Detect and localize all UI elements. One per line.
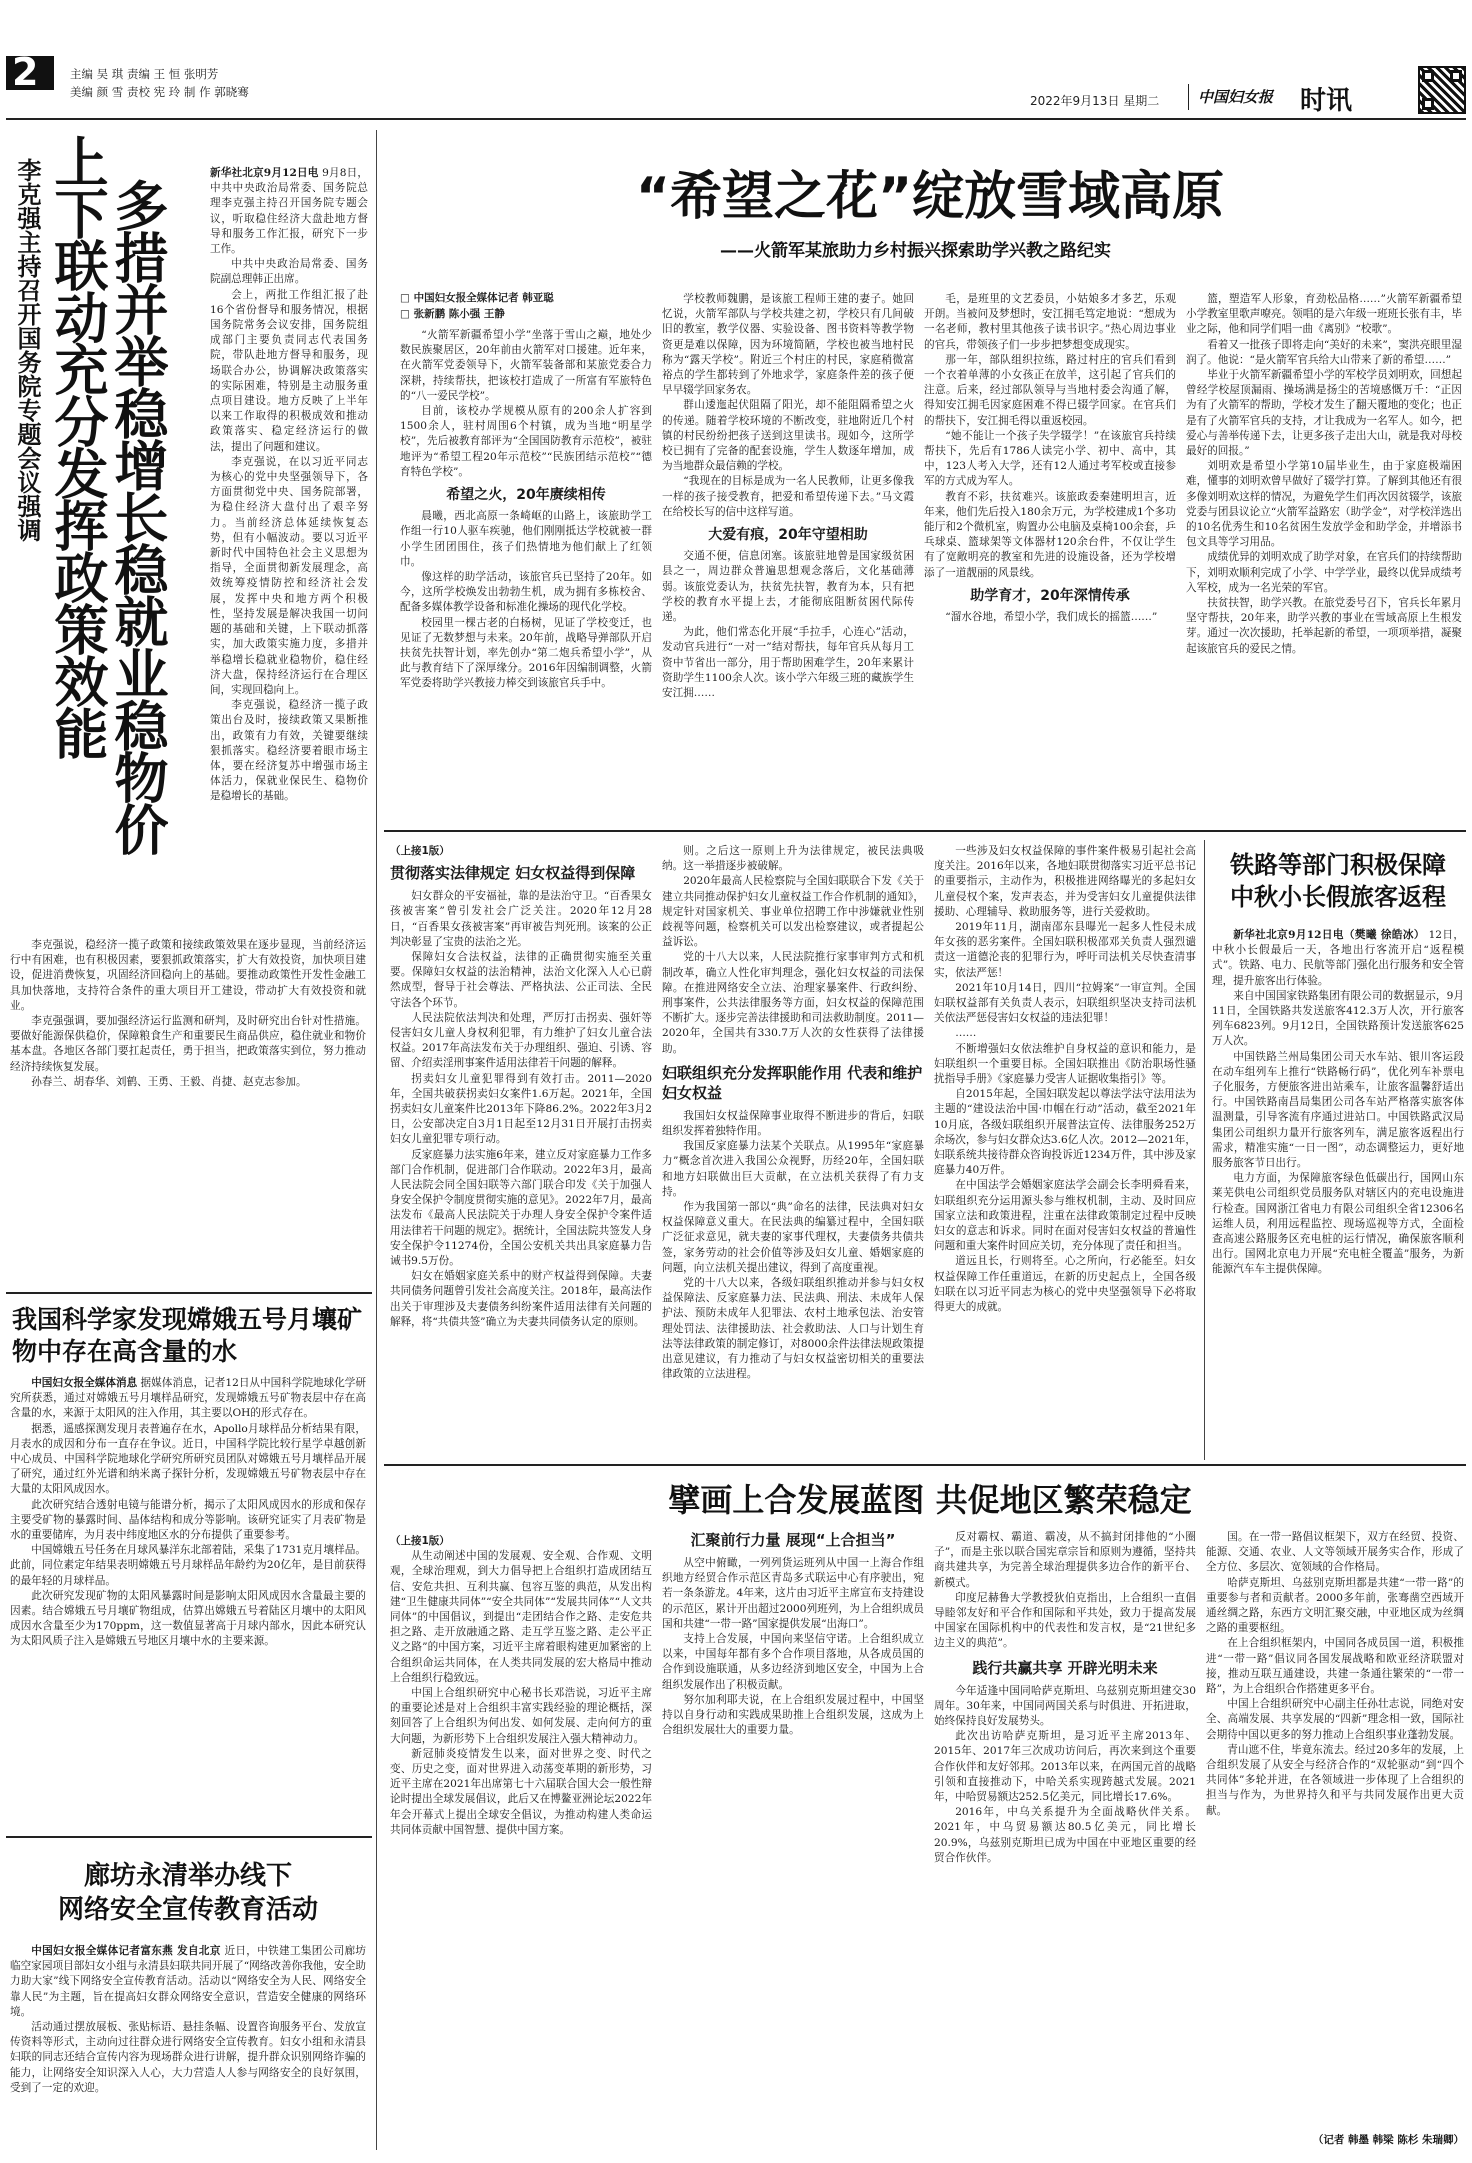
hope-subhead-2: 大爱有痕，20年守望相助 <box>708 527 868 544</box>
moon-para-1: 据媒体消息，记者12日从中国科学院地球化学研究所获悉，通过对嫦娥五号月壤样品研究，发现嫦娥五号矿物表层中存在高含量的水，来源于太阳风的注入作用，其主要以OH的形式存在。 <box>10 1377 366 1420</box>
hope-c4-para-2: 看着又一批孩子即将走向“美好的未来”，窦洪亮眼里湿润了。他说：“是火箭军官兵给大山带来了新的希望……” <box>1186 338 1462 366</box>
sco-c4-para-1: 国。在一带一路倡议框架下，双方在经贸、投资、能源、交通、农业、人文等领域开展务实合作，形成了全方位、多层次、宽领域的合作格局。 <box>1206 1531 1464 1574</box>
rights-c1-para-3: 人民法院依法判决和处理，严厉打击拐卖、强奸等侵害妇女儿童人身权利犯罪，有力维护了妇女儿童合法权益。2017年高法发布关于办理组织、强迫、引诱、容留、介绍卖淫刑事案件适用法律若干问题的解释。 <box>390 1011 652 1070</box>
hope-c4-para-6: 扶贫扶智，助学兴教。在旅党委号召下，官兵长年累月坚守帮扶，20年来，助学兴教的事业在雪域高原上生根发芽。通过一次次援助，托举起新的希望，一项项举措，凝聚起该旅官兵的爱民之情。 <box>1186 597 1462 655</box>
sco-subhead-1: 汇聚前行力量 展现“上合担当” <box>690 1531 896 1549</box>
hope-c2-para-3: “我现在的目标是成为一名人民教师，让更多像我一样的孩子接受教育，把爱和希望传递下去。”马文霞在给校长写的信中这样写道。 <box>662 475 914 518</box>
sco-c2-para-3: 努尔加利耶夫说，在上合组织发展过程中，中国坚持以自身行动和实践成果助推上合组织发展，这成为上合组织发展壮大的重要力量。 <box>662 1693 924 1737</box>
li-para-7: 李克强强调，要加强经济运行监测和研判，及时研究出台针对性措施。要做好能源保供稳价，保障粮食生产和重要民生商品供应，稳住就业和物价基本盘。各地区各部门要扛起责任，勇于担当，把政策落实到位，努力推动经济持续恢复发展。 <box>10 1015 366 1073</box>
rights-column-2 <box>662 844 924 1454</box>
page-number: 2 <box>12 50 39 94</box>
qr-code <box>1418 66 1466 114</box>
sco-column-1 <box>390 1534 652 2154</box>
rail-column-divider <box>1204 840 1205 1460</box>
hope-c4-para-4: 刘明欢是希望小学第10届毕业生，由于家庭极端困难，懂事的刘明欢曾早做好了辍学打算。了解到其他还有很多像刘明欢这样的情况，为避免学生们再次因贫辍学，该旅党委与团县议论立“火箭军益路宏（助学金”，对学校洋选出的10名优秀生和10名贫困生发放学金和助学金，并增添书包文具等学习用品。 <box>1186 460 1462 549</box>
rights-c2-para-7: 党的十八大以来，各级妇联组织推动并参与妇女权益保障法、反家庭暴力法、民法典、刑法、未成年人保护法、预防未成年人犯罪法、农村土地承包法、治安管理处罚法、法律援助法、社会救助法、人口与计划生育法等法律政策的制定修订，对8000余件法律法规政策提出意见建议，有力推动了与妇女权益密切相关的重要法律政策的立法进程。 <box>662 1277 924 1381</box>
li-article-body-bottom <box>10 938 366 1278</box>
hope-c1-para-1: “火箭军新疆希望小学”坐落于雪山之巅，地处少数民族聚居区，20年前由火箭军对口援建。近年来，在火箭军党委领导下，火箭军装备部和某旅党委合力深耕，持续帮扶，把该校打造成了一所富有军旅特色的“八一爱民学校”。 <box>400 329 652 402</box>
hope-column-1 <box>400 328 652 818</box>
sco-c3-para-1: 反对霸权、霸道、霸凌，从不搞封闭排他的“小圈子”，而是主张以联合国宪章宗旨和原则为遵循，坚持共商共建共享，为完善全球治理提供多边合作的新平台、新模式。 <box>934 1531 1196 1589</box>
hope-byline-1: □ 中国妇女报全媒体记者 韩亚聪 <box>400 292 554 304</box>
sco-c4-para-2: 哈萨克斯坦、乌兹别克斯坦都是共建“一带一路”的重要参与者和贡献者。2000多年前，张骞凿空西域开通丝绸之路，东西方文明汇聚交融，中亚地区成为丝绸之路的重要枢纽。 <box>1206 1576 1464 1635</box>
sco-column-3 <box>934 1530 1196 2154</box>
rights-column-1 <box>390 844 652 1454</box>
editors-line-2: 美编 颜 雪 责校 宪 玲 制 作 郭晓骞 <box>70 85 249 99</box>
hope-c2-para-1: 学校教师魏鹏，是该旅工程师王建的妻子。她回忆说，火箭军部队与学校共建之初，学校只有几间破旧的教室，教学仪器、实验设备、图书资料等教学物资更是难以保障，因为环境简陋，学校也被当地村民称为“露天学校”。附近三个村庄的村民，家庭稍微富裕点的学生都转到了外地求学，家庭条件差的孩子便早早辍学回家务农。 <box>662 293 914 397</box>
rights-c1-para-4: 拐卖妇女儿童犯罪得到有效打击。2011—2020年，全国共破获拐卖妇女案件1.6万起。2021年，全国拐卖妇女儿童案件比2013年下降86.2%。2022年3月2日，公安部决定自3月1日起至12月31日开展打击拐卖妇女儿童犯罪专项行动。 <box>390 1072 652 1146</box>
li-article-body-column1 <box>210 166 368 928</box>
rail-para-4: 电力方面，为保障旅客绿色低碳出行，国网山东莱芜供电公司组织党员服务队对辖区内的充电设施进行检查。国网浙江省电力有限公司组织全省12306名运维人员，利用远程监控、现场巡视等方式，全面检查高速公路服务区充电桩的运行情况，确保旅客顺利出行。国网北京电力开展“充电桩全覆盖”服务，为新能源汽车车主提供保障。 <box>1212 1172 1464 1276</box>
langfang-article-body <box>10 1944 366 2154</box>
rights-c2-para-2: 2020年最高人民检察院与全国妇联联合下发《关于建立共同推动保护妇女儿童权益工作合作机制的通知》，规定针对国家机关、事业单位招聘工作中涉嫌就业性别歧视等问题，检察机关可以发出检察建议，或者提起公益诉讼。 <box>662 875 924 949</box>
rights-subhead-2: 妇联组织充分发挥职能作用 代表和维护妇女权益 <box>662 1063 923 1102</box>
sco-c1-para-3: 新冠肺炎疫情发生以来，面对世界之变、时代之变、历史之变，面对世界进入动荡变革期的新形势，习近平主席在2021年出席第七十六届联合国大会一般性辩论时提出全球发展倡议，此后又在博鳌亚洲论坛2022年年会开幕式上提出全球安全倡议，为推动构建人类命运共同体贡献中国智慧、提供中国方案。 <box>390 1747 652 1836</box>
rights-c3-para-4: …… <box>955 1027 977 1040</box>
li-headline-second: 上下联动充分发挥政策效能 <box>46 134 109 758</box>
rail-para-1: 12日，中秋小长假最后一天，各地出行客流开启“返程模式”。铁路、电力、民航等部门强化出行服务和安全管理，提升旅客出行体验。 <box>1212 929 1464 987</box>
rights-c2-para-3: 党的十八大以来，人民法院推行家事审判方式和机制改革，确立人性化审判理念，强化妇女权益的司法保障。在推进网络安全立法、治理家暴案件、行政纠纷、刑事案件，公共法律服务等方面，妇女权益的保障范围不断扩大。逐步完善法律援助和司法救助制度。2011—2020年，全国共有330.7万人次的女性获得了法律援助。 <box>662 951 924 1055</box>
hope-c2-para-2: 群山逶迤起伏阻隔了阳光，却不能阻隔希望之火的传递。随着学校环境的不断改变，驻地附近几个村镇的村民纷纷把孩子送到这里读书。现如今，这所学校已拥有了完备的配套设施，学生人数逐年增加，成为当地群众最信赖的学校。 <box>662 399 914 473</box>
moon-article-body <box>10 1376 366 1820</box>
hope-c3-para-5: “溜水谷地，希望小学，我们成长的摇篮……” <box>945 611 1158 624</box>
hope-c1-para-4: 像这样的助学活动，该旅官兵已坚持了20年。如今，这所学校焕发出勃勃生机，成为拥有多栋校舍、配备多媒体教学设备和标准化操场的现代化学校。 <box>400 571 652 614</box>
rights-c1-para-1: 妇女群众的平安福祉，靠的是法治守卫。“百香果女孩被害案”曾引发社会广泛关注。2020年12月28日，“百香果女孩被害案”再审被告判死刑。该案的公正判决彰显了宝贵的法治之光。 <box>390 890 652 948</box>
sco-c2-para-1: 从空中俯瞰，一列列货运班列从中国一上海合作组织地方经贸合作示范区青岛多式联运中心有序驶出，宛若一条条游龙。4年来，这片由习近平主席宣布支持建设的示范区，累计开出超过2000列班列，为上合组织成员国和共建“一带一路”国家提供发展“出海口”。 <box>662 1557 924 1630</box>
li-para-4: 李克强说，在以习近平同志为核心的党中央坚强领导下，各方面贯彻党中央、国务院部署，为稳住经济大盘付出了艰辛努力。当前经济总体延续恢复态势，但有小幅波动。要以习近平新时代中国特色社会主义思想为指导，全面贯彻新发展理念，高效统筹疫情防控和经济社会发展，发挥中央和地方两个积极性，坚持发展是解决我国一切问题的基础和关键，上下联动抓落实，加大政策实施力度，多措并举稳增长稳就业稳物价，稳住经济大盘，保持经济运行在合理区间，实现回稳向上。 <box>210 455 368 696</box>
hope-byline-2: □ 张新鹏 陈小强 王静 <box>400 308 505 320</box>
hope-c3-para-4: 教育不彩，扶贫难兴。该旅政委秦建明坦言，近年来，他们先后投入180余万元，为学校建成1个多功能厅和2个微机室，购置办公电脑及桌椅100余套，乒乓球桌、篮球架等文体器材120余台件，不仅让学生有了宽敞明亮的教室和先进的设施设备，还为学校增添了一道靓丽的风景线。 <box>924 490 1176 579</box>
li-para-8: 孙春兰、胡春华、刘鹤、王勇、王毅、肖捷、赵克志参加。 <box>31 1075 307 1088</box>
section-name: 时讯 <box>1300 86 1353 116</box>
rail-headline-line2: 中秋小长假旅客返程 <box>1230 883 1446 911</box>
hope-column-2 <box>662 292 914 818</box>
rights-c1-para-2: 保障妇女合法权益，法律的正确贯彻实施至关重要。保障妇女权益的法治精神，法治文化深入人心已蔚然成型，督导于社会尊法、严格执法、公正司法、全民守法各个环节。 <box>390 951 652 1009</box>
sco-c2-para-2: 支持上合发展，中国向来坚信守诺。上合组织成立以来，中国每年都有多个合作项目落地，从各成员国的合作到设施联通，从多边经济到地区安全，中国为上合组织发展作出了积极贡献。 <box>662 1633 924 1691</box>
sco-c4-para-3: 在上合组织框架内，中国同各成员国一道，积极推进“一带一路”倡议同各国发展战略和欧亚经济联盟对接，推动互联互通建设，共建一条通往繁荣的“一带一路”，为上合组织合作搭建更多平台。 <box>1206 1637 1464 1696</box>
sco-c1-para-2: 中国上合组织研究中心秘书长邓浩说，习近平主席的重要论述是对上合组织丰富实践经验的理论概括，深刻回答了上合组织为何出发、如何发展、走向何方的重大问题，为新形势下上合组织发展注入强大精神动力。 <box>390 1687 652 1745</box>
moon-para-4: 中国嫦娥五号任务在月球风暴洋东北部着陆，采集了1731克月壤样品。此前，同位素定年结果表明嫦娥五号月球样品年龄约为20亿年，是目前获得的最年轻的月球样品。 <box>10 1544 366 1587</box>
sco-c3-para-2: 印度尼赫鲁大学教授狄伯克指出，上合组织一直倡导睦邻友好和平合作和国际和平共处，致力于提高发展中国家在国际机构中的代表性和发言权，是“21世纪多边主义的典范”。 <box>934 1591 1196 1650</box>
hope-bottom-rule <box>384 830 1466 832</box>
hope-subtitle: ——火箭军某旅助力乡村振兴探索助学兴教之路纪实 <box>720 241 1111 261</box>
hope-c3-para-1: 毛，是班里的文艺委员，小姑娘多才多艺，乐观开朗。当被问及梦想时，安江拥毛笃定地说：“想成为一名老师，教村里其他孩子读书识字。”热心周边事业的官兵，带领孩子们一步步把梦想变成现实。 <box>924 293 1176 351</box>
rights-c2-para-5: 我国反家庭暴力法某个关联点。从1995年“家庭暴力”概念首次进入我国公众视野，历经20年，全国妇联和地方妇联做出巨大贡献，在立法机关获得了有力支持。 <box>662 1140 924 1198</box>
hope-subhead-3: 助学育才，20年深情传承 <box>970 587 1130 604</box>
rail-dateline: 新华社北京9月12日电（樊曦 徐皓冰） <box>1233 929 1425 941</box>
rail-headline-line1: 铁路等部门积极保障 <box>1230 851 1446 879</box>
hope-c3-para-3: “她不能让一个孩子失学辍学！”在该旅官兵持续帮扶下，先后有1786人读完小学、初中、高中，其中，123人考入大学，还有12人通过考军校或直接参军的方式成为军人。 <box>924 429 1176 488</box>
sco-source: （上接1版） <box>390 1535 450 1547</box>
li-para-1: 9月8日，中共中央政治局常委、国务院总理李克强主持召开国务院专题会议，听取稳住经济大盘赴地方督导和服务工作汇报，研究下一步工作。 <box>210 167 368 256</box>
rights-subhead-1: 贯彻落实法律规定 妇女权益得到保障 <box>390 864 636 883</box>
li-para-6: 李克强说，稳经济一揽子政策和接续政策效果在逐步显现，当前经济运行中有困难，也有积极因素，要狠抓政策落实，扩大有效投资，加快项目建设，促进消费恢复，巩固经济回稳向上的基础。要推动政策性开发性金融工具加快落地，支持符合条件的重大项目开工建设，带动扩大有效投资和就业。 <box>10 939 366 1012</box>
sco-c3-para-4: 此次出访哈萨克斯坦，是习近平主席2013年、2015年、2017年三次成功访问后，再次来到这个重要合作伙伴和友好邻邦。2013年以来，在两国元首的战略引领和直接推动下，中哈关系实现跨越式发展。2021年，中哈贸易额达252.5亿美元，同比增长17.6%。 <box>934 1730 1196 1804</box>
sco-column-4 <box>1206 1530 1464 2124</box>
rights-bottom-rule <box>384 1464 1466 1466</box>
li-kicker: 李克强主持召开国务院专题会议强调 <box>13 158 41 542</box>
langfang-para-1: 近日，中铁建工集团公司廊坊临空家园项目部妇女小组与永清县妇联共同开展了“网络改善你我他，安全助力助大家”线下网络安全宣传教育活动。活动以“网络安全为人民、网络安全靠人民”为主题，旨在提高妇女群众网络安全意识，营造安全健康的网络环境。 <box>10 1945 366 2018</box>
sco-c3-para-5: 2016年，中乌关系提升为全面战略伙伴关系。2021年，中乌贸易额达80.5亿美元，同比增长20.9%，乌兹别克斯坦已成为中国在中亚地区重要的经贸合作伙伴。 <box>934 1806 1196 1864</box>
rights-c3-para-2: 2019年11月，湖南邵东县曝光一起多人性侵未成年女孩的恶劣案件。全国妇联积极邵邓关负责人强烈谴责这一道德沦丧的犯罪行为，呼吁司法机关尽快查清事实，依法严惩！ <box>934 921 1196 979</box>
rail-para-3: 中国铁路兰州局集团公司天水车站、银川客运段在动车组列车上推行“铁路畅行码”，优化列车补票电子化服务，方便旅客进出站乘车，让旅客温馨舒适出行。中国铁路南昌局集团公司各车站严格落实旅客体温测量，引导客流有序通过进站口。中国铁路武汉局集团公司组织力量开行旅客列车，满足旅客返程出行需求，精准实施“一日一图”，动态调整运力，更好地服务旅客节日出行。 <box>1212 1050 1464 1170</box>
li-para-2: 中共中央政治局常委、国务院副总理韩正出席。 <box>210 258 368 286</box>
rights-source: （上接1版） <box>390 845 450 857</box>
sco-c1-para-1: 从生动阐述中国的发展观、安全观、合作观、文明观，全球治理观，到大力倡导把上合组织打造成团结互信、安危共担、互利共赢、包容互鉴的典范，从发出构建“卫生健康共同体”“安全共同体”“发展共同体”“人文共同体”的中国倡议，到提出“走团结合作之路、走安危共担之路、走开放融通之路、走互学互鉴之路、走公平正义之路”的中国方案，习近平主席着眼构建更加紧密的上合组织命运共同体，在人类共同发展的宏大格局中推动上合组织行稳致远。 <box>390 1550 652 1684</box>
sco-c4-para-4: 中国上合组织研究中心副主任孙壮志说，同绝对安全、高端发展、共享发展的“四新”理念相一致，国际社会期待中国以更多的努力推动上合组织事业蓬勃发展。 <box>1206 1698 1464 1741</box>
moon-para-2: 据悉，遥感探测发现月表普遍存在水，Apollo月球样品分析结果有限，月表水的成因和分布一直存在争议。近日，中国科学院比较行星学卓越创新中心成员、中国科学院地球化学研究所研究员团队对嫦娥五号月壤样品开展了研究，通过红外光谱和纳米离子探针分析，发现嫦娥五号矿物表层中存在大量的太阳风成因水。 <box>10 1422 366 1496</box>
hope-c1-para-2: 目前，该校办学规模从原有的200余人扩容到1500余人，驻村周围6个村镇，成为当地“明星学校”，先后被教育部评为“全国国防教育示范校”，被驻地评为“希望工程20年示范校”“民族团结示范校”“德育特色学校”。 <box>400 405 652 478</box>
moon-dateline: 中国妇女报全媒体消息 <box>31 1377 138 1389</box>
hope-c2-para-5: 为此，他们常态化开展“手拉手，心连心”活动，发动官兵进行“一对一”结对帮扶，每年官兵从每月工资中节省出一部分，用于帮助困难学生，20年来累计资助学生1100余人次。该小学六年级三班的藏族学生安江拥…… <box>662 626 914 700</box>
rights-c3-para-8: 道远且长，行则将至。心之所向，行必能至。妇女权益保障工作任重道远，在新的历史起点上，全国各级妇联在以习近平同志为核心的党中央坚强领导下必将取得更大的成就。 <box>934 1255 1196 1314</box>
moon-headline: 我国科学家发现嫦娥五号月壤矿物中存在高含量的水 <box>12 1305 363 1366</box>
hope-c4-para-1: 篮，塑造军人形象，育劲松品格……”火箭军新疆希望小学教室里歌声嘹亮。领唱的是六年级一班班长张有丰，毕业之际，他和同学们唱一曲《离别》“校歌”。 <box>1186 293 1462 336</box>
sco-headline: 擘画上合发展蓝图 共促地区繁荣稳定 <box>668 1481 1192 1519</box>
hope-c4-para-5: 成绩优异的刘明欢成了助学对象，在官兵们的持续帮助下，刘明欢顺利完成了小学、中学学业，最终以优异成绩考入军校，成为一名光荣的军官。 <box>1186 551 1462 594</box>
hope-column-4 <box>1186 292 1462 818</box>
editors-line-1: 主编 吴 琪 责编 王 恒 张明芳 <box>70 67 219 81</box>
sco-column-2 <box>662 1530 924 2154</box>
rail-para-2: 来自中国国家铁路集团有限公司的数据显示，9月11日，全国铁路共发送旅客412.3万人次，开行旅客列车6823列。9月12日，全国铁路预计发送旅客625万人次。 <box>1212 989 1464 1048</box>
hope-c4-para-3: 毕业于火箭军新疆希望小学的军校学员刘明欢，回想起曾经学校屋顶漏雨、操场满是扬尘的苦境感慨万千：“正因为有了火箭军的帮助，学校才发生了翻天覆地的变化；也正是有了火箭军官兵的支持，才让我成为一名军人。如今，把爱心与善举传递下去，让更多孩子走出大山，就是我对母校最好的回报。” <box>1186 369 1462 458</box>
paper-name-logo: 中国妇女报 <box>1198 88 1274 106</box>
hope-headline: “希望之花”绽放雪域高原 <box>635 167 1225 227</box>
rights-c3-para-7: 在中国法学会婚姻家庭法学会副会长李明舜看来，妇联组织充分运用源头参与维权机制，主动、及时回应国家立法和政策进程，注重在法律政策制定过程中反映妇女的意志和诉求。同时在面对侵害妇女权益的普遍性问题和重大案件时回应关切，充分体现了责任和担当。 <box>934 1179 1196 1253</box>
li-para-3: 会上，两批工作组汇报了赴16个省份督导和服务情况，根据国务院常务会议安排，国务院组成部门主要负责同志代表国务院，带队赴地方督导和服务，现场联合办公，协调解决政策落实的实际困难，特别是主动服务重点项目建设。地方反映了上半年以来工作取得的积极成效和推动政策落实、稳定经济运行的做法，提出了问题和建议。 <box>210 288 368 453</box>
rights-c3-para-3: 2021年10月14日，四川“拉姆案”一审宣判。全国妇联权益部有关负责人表示，妇联组织坚决支持司法机关依法严惩侵害妇女权益的违法犯罪！ <box>934 981 1196 1025</box>
rail-article-body <box>1212 928 1464 1454</box>
left-column-divider <box>376 130 377 2150</box>
rights-c3-para-1: 一些涉及妇女权益保障的事件案件极易引起社会高度关注。2016年以来，各地妇联贯彻落实习近平总书记的重要指示，主动作为，积极推进网络曝光的多起妇女儿童侵权个案，发声表态，并为受害妇女儿童提供法律援助、心理辅导、救助服务等，进行关爱救助。 <box>934 845 1196 918</box>
rights-c2-para-4: 我国妇女权益保障事业取得不断进步的背后，妇联组织发挥着独特作用。 <box>662 1109 924 1138</box>
langfang-headline-line2: 网络安全宣传教育活动 <box>57 1895 318 1925</box>
langfang-headline-line1: 廊坊永清举办线下 <box>83 1861 292 1891</box>
sco-reporter-credit: （记者 韩墨 韩梁 陈杉 朱瑞卿） <box>1312 2134 1464 2146</box>
sco-c3-para-3: 今年适逢中国同哈萨克斯坦、乌兹别克斯坦建交30周年。30年来，中国同两国关系与时俱进、开拓进取，始终保持良好发展势头。 <box>934 1684 1196 1728</box>
rights-c2-para-1: 则。之后这一原则上升为法律规定，被民法典吸纳。这一举措逐步被破解。 <box>662 845 924 873</box>
rights-c1-para-5: 反家庭暴力法实施6年来，建立反对家庭暴力工作多部门合作机制，促进部门合作联动。2022年3月，最高人民法院会同全国妇联等六部门联合印发《关于加强人身安全保护令制度贯彻实施的意见》。2022年7月，最高法发布《最高人民法院关于办理人身安全保护令案件适用法律若干问题的规定》。据统计，全国法院共签发人身安全保护令11274份，全国公安机关共出具家庭暴力告诫书9.5万份。 <box>390 1148 652 1268</box>
rights-c3-para-5: 不断增强妇女依法维护自身权益的意识和能力，是妇联组织一个重要目标。全国妇联推出《防治职场性骚扰指导手册》《家庭暴力受害人证据收集指引》等。 <box>934 1042 1196 1086</box>
langfang-para-2: 活动通过摆放展板、张贴标语、悬挂条幅、设置咨询服务平台、发放宣传资料等形式，主动向过往群众进行网络安全宣传教育。妇女小组和永清县妇联的同志还结合宣传内容为现场群众进行讲解，提升群众识别网络诈骗的能力，让网络安全知识深入人心，大力营造人人参与网络安全的良好氛围，受到了一定的欢迎。 <box>10 2021 366 2094</box>
hope-c3-para-2: 那一年，部队组织拉练，路过村庄的官兵们看到一个衣着单薄的小女孩正在放羊，这引起了官兵们的注意。后来，经过部队领导与当地村委会沟通了解，得知安江拥毛因家庭困难不得已辍学回家。在官兵们的帮扶下，安江拥毛得以重返校园。 <box>924 353 1176 427</box>
rights-c2-para-6: 作为我国第一部以“典”命名的法律，民法典对妇女权益保障意义重大。在民法典的编纂过程中，全国妇联广泛征求意见，就夫妻的家事代理权，夫妻债务共债共签，家务劳动的社会价值等涉及妇女儿童、婚姻家庭的问题，向立法机关提出建议，得到了高度重视。 <box>662 1201 924 1274</box>
rights-column-3 <box>934 844 1196 1454</box>
moon-bottom-rule <box>6 1836 372 1838</box>
li-dateline: 新华社北京9月12日电 <box>210 167 319 179</box>
li-bottom-rule <box>6 1292 372 1294</box>
li-headline-main: 多措并举稳增长稳就业稳物价 <box>106 178 169 854</box>
issue-date: 2022年9月13日 星期二 <box>1030 94 1160 108</box>
rights-c1-para-6: 妇女在婚姻家庭关系中的财产权益得到保障。夫妻共同债务问题曾引发社会高度关注。2018年，最高法作出关于审理涉及夫妻债务纠纷案件适用法律有关问题的解释，将“共债共签”确立为夫妻共同债务认定的原则。 <box>390 1270 652 1328</box>
hope-c1-para-3: 晨曦，西北高原一条崎岖的山路上，该旅助学工作组一行10人驱车疾驰，他们刚刚抵达学校就被一群小学生团团围住，孩子们热情地为他们献上了红领巾。 <box>400 510 652 568</box>
sco-c4-para-5: 青山遮不住，毕竟东流去。经过20多年的发展，上合组织发展了从安全与经济合作的“双轮驱动”到“四个共同体”多轮并进，在各领域进一步体现了上合组织的担当与作为，为世界持久和平与共同发展作出更大贡献。 <box>1206 1743 1464 1817</box>
header-divider <box>1188 84 1189 110</box>
moon-para-5: 此次研究发现矿物的太阳风暴露时间是影响太阳风成因水含量最主要的因素。结合嫦娥五号月壤矿物组成，估算出嫦娥五号着陆区月壤中的太阳风成因水含量至少为170ppm，这一数值显著高于月球内部水，因此本研究认为太阳风质子注入是嫦娥五号地区月壤中水的主要来源。 <box>10 1589 366 1648</box>
sco-subhead-2: 践行共赢共享 开辟光明未来 <box>972 1658 1158 1677</box>
langfang-dateline: 中国妇女报全媒体记者富东燕 发自北京 <box>31 1945 221 1957</box>
moon-para-3: 此次研究结合透射电镜与能谱分析，揭示了太阳风成因水的形成和保存主要受矿物的暴露时间、晶体结构和成分等影响。该研究证实了月表矿物是水的重要储库，为月表中纬度地区水的分布提供了重要参考。 <box>10 1498 366 1542</box>
li-para-5: 李克强说，稳经济一揽子政策出台及时，接续政策又果断推出，政策有力有效，关键要继续狠抓落实。稳经济要着眼市场主体，要在经济复苏中增强市场主体活力，保就业保民生、稳物价是稳增长的基础。 <box>210 699 368 803</box>
rights-c3-para-6: 自2015年起，全国妇联发起以尊法学法守法用法为主题的“建设法治中国·巾帼在行动”活动，截至2021年10月底，各级妇联组织开展普法宣传、法律服务252万余场次，参与妇女群众达3.6亿人次。2012—2021年，妇联系统共接待群众咨询投诉近1234万件，其中涉及家庭暴力40万件。 <box>934 1088 1196 1177</box>
hope-c2-para-4: 交通不便，信息闭塞。该旅驻地曾是国家级贫困县之一，周边群众普遍思想观念落后，文化基础薄弱。该旅党委认为，扶贫先扶智，教育为本，只有把学校的教育水平提上去，才能彻底阻断贫困代际传递。 <box>662 550 914 624</box>
hope-subhead-1: 希望之火，20年赓续相传 <box>446 487 606 504</box>
hope-column-3 <box>924 292 1176 818</box>
header-rule <box>6 118 1466 120</box>
hope-c1-para-5: 校园里一棵古老的白杨树，见证了学校变迁，也见证了无数梦想与未来。20年前，战略导弹部队开启扶贫先扶智计划，率先创办“第二炮兵希望小学”，从此与教育结下了深厚缘分。2016年因编制调整，火箭军党委将助学兴教接力棒交到该旅官兵手中。 <box>400 616 652 690</box>
